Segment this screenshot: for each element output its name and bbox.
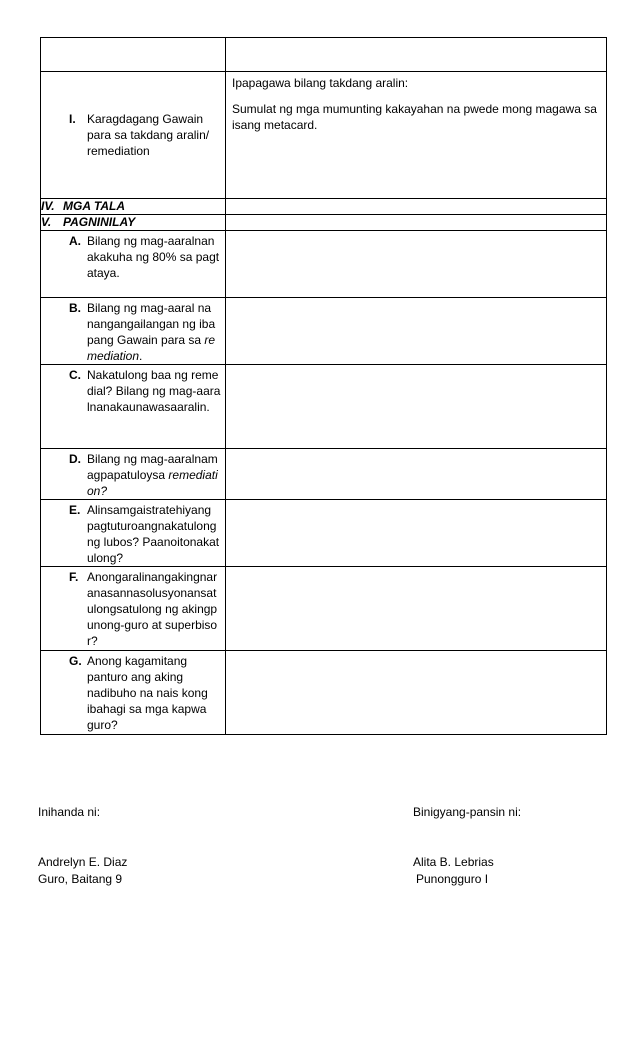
item-b-italic: remediation xyxy=(87,333,216,363)
item-a-answer xyxy=(226,231,607,298)
row-item-a xyxy=(41,231,607,298)
row-item-g xyxy=(41,651,607,735)
row-item-b xyxy=(41,298,607,365)
row-item-e xyxy=(41,500,607,567)
section-v-cell xyxy=(41,215,226,231)
assignment-instruction: Sumulat ng mga mumunting kakayahan na pwede mong magawa sa isang metacard. xyxy=(232,102,597,132)
row-item-f xyxy=(41,567,607,651)
prepared-by-label: Inihanda ni: xyxy=(38,805,101,819)
lesson-plan-table xyxy=(40,37,607,735)
row-I-content-cell xyxy=(226,72,607,199)
noter-title: Punongguro I xyxy=(416,872,489,886)
section-iv-label: MGA TALA xyxy=(63,199,125,213)
row-item-c xyxy=(41,365,607,449)
row-I-letter: I. xyxy=(69,112,76,126)
item-d-cell xyxy=(41,449,226,500)
item-c-answer xyxy=(226,365,607,449)
item-b-answer xyxy=(226,298,607,365)
item-e-cell xyxy=(41,500,226,567)
item-e-text: Alinsamgaistratehiyang pagtuturoangnakatulong ng lubos? Paanoitonakatulong? xyxy=(87,503,220,565)
item-g-letter: G. xyxy=(69,654,82,668)
assignment-intro: Ipapagawa bilang takdang aralin: xyxy=(232,76,409,90)
item-a-letter: A. xyxy=(69,234,81,248)
item-e-letter: E. xyxy=(69,503,81,517)
item-b-text: Bilang ng mag-aaral na nangangailangan ng iba pang Gawain para sa xyxy=(87,301,216,347)
item-g-cell xyxy=(41,651,226,735)
section-iv-number: IV. xyxy=(41,199,55,213)
preparer-name: Andrelyn E. Diaz xyxy=(38,855,128,869)
blank-cell-right xyxy=(226,38,607,72)
row-I-item xyxy=(41,111,225,159)
row-pagninilay xyxy=(41,215,607,231)
item-b-letter: B. xyxy=(69,301,81,315)
row-item-d xyxy=(41,449,607,500)
item-d-letter: D. xyxy=(69,452,81,466)
noted-by-label: Binigyang-pansin ni: xyxy=(413,805,522,819)
row-mga-tala xyxy=(41,199,607,215)
blank-header-row xyxy=(41,38,607,72)
item-f-answer xyxy=(226,567,607,651)
noter-name: Alita B. Lebrias xyxy=(413,855,494,869)
item-f-text: Anongaralinangakingnaranasannasolusyonansatulongsatulong ng akingpunong-guro at superbisor? xyxy=(87,570,218,648)
item-g-text: Anong kagamitang panturo ang aking nadibuho na nais kong ibahagi sa mga kapwa guro? xyxy=(87,654,208,732)
item-e-answer xyxy=(226,500,607,567)
section-v-content xyxy=(226,215,607,231)
row-karagdagang-gawain xyxy=(41,72,607,199)
item-a-text: Bilang ng mag-aaralnanakakuha ng 80% sa pagtataya. xyxy=(87,234,220,280)
section-v-label: PAGNINILAY xyxy=(63,215,136,229)
row-I-label-cell xyxy=(41,72,226,199)
item-d-text: Bilang ng mag-aaralnamagpapatuloysa xyxy=(87,452,218,482)
section-iv-content xyxy=(226,199,607,215)
item-c-cell xyxy=(41,365,226,449)
item-c-text: Nakatulong baa ng remedial? Bilang ng mag-aaralnanakaunawasaaralin. xyxy=(87,368,221,414)
section-v-number: V. xyxy=(41,215,52,229)
item-b-cell xyxy=(41,298,226,365)
item-a-cell xyxy=(41,231,226,298)
item-d-answer xyxy=(226,449,607,500)
row-I-text: Karagdagang Gawain para sa takdang aralin/ remediation xyxy=(87,112,210,158)
blank-cell-left xyxy=(41,38,226,72)
item-c-letter: C. xyxy=(69,368,81,382)
item-b-tail: . xyxy=(139,349,143,363)
item-f-letter: F. xyxy=(69,570,79,584)
item-f-cell xyxy=(41,567,226,651)
item-d-italic: remediation? xyxy=(87,468,218,498)
item-g-answer xyxy=(226,651,607,735)
preparer-title: Guro, Baitang 9 xyxy=(38,872,123,886)
section-iv-cell xyxy=(41,199,226,215)
